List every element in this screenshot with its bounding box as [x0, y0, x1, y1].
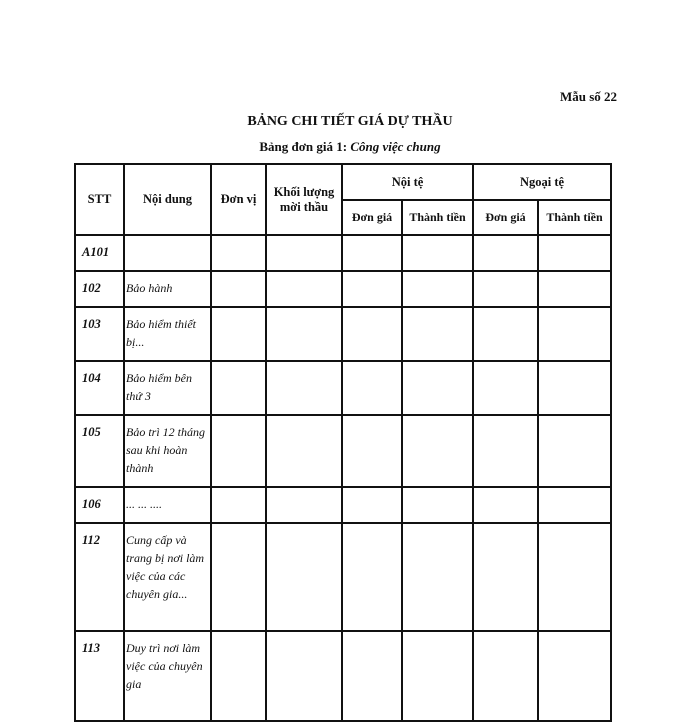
form-number: Mẫu số 22	[559, 89, 617, 104]
row-local-unit-price	[342, 631, 402, 721]
row-local-unit-price	[342, 307, 402, 361]
table-body	[75, 235, 611, 721]
row-foreign-amount	[538, 361, 611, 415]
row-stt: 112	[75, 523, 124, 631]
row-foreign-amount	[538, 487, 611, 523]
row-stt: 102	[75, 271, 124, 307]
row-quantity	[266, 523, 342, 631]
row-local-amount	[402, 307, 473, 361]
row-stt: 105	[75, 415, 124, 487]
row-local-amount	[402, 487, 473, 523]
row-content: ... ... ....	[124, 487, 211, 523]
row-foreign-unit-price	[473, 523, 538, 631]
row-local-amount	[402, 415, 473, 487]
row-quantity	[266, 487, 342, 523]
row-foreign-unit-price	[473, 271, 538, 307]
row-foreign-unit-price	[473, 631, 538, 721]
row-foreign-amount	[538, 307, 611, 361]
row-unit	[211, 307, 266, 361]
row-quantity	[266, 361, 342, 415]
row-foreign-amount	[538, 631, 611, 721]
subtitle-italic: Công việc chung	[350, 139, 441, 154]
header-content: Nội dung	[124, 164, 211, 235]
header-quantity: Khối lượng mời thầu	[266, 164, 342, 235]
header-stt: STT	[75, 164, 124, 235]
row-content: Cung cấp và trang bị nơi làm việc của các chuyên gia...	[124, 523, 211, 631]
row-local-unit-price	[342, 361, 402, 415]
row-content: Duy trì nơi làm việc của chuyên gia	[124, 631, 211, 721]
row-content: Bảo trì 12 tháng sau khi hoàn thành	[124, 415, 211, 487]
table-subtitle	[0, 139, 700, 155]
header-foreign-unit-price: Đơn giá	[473, 200, 538, 235]
table-row	[75, 271, 611, 307]
row-unit	[211, 361, 266, 415]
row-foreign-unit-price	[473, 235, 538, 271]
row-foreign-amount	[538, 271, 611, 307]
header-local-amount: Thành tiền	[402, 200, 473, 235]
row-local-unit-price	[342, 415, 402, 487]
table-row	[75, 307, 611, 361]
row-local-unit-price	[342, 487, 402, 523]
subtitle-prefix: Bảng đơn giá 1:	[259, 139, 351, 154]
row-unit	[211, 487, 266, 523]
header-row-1	[75, 164, 611, 200]
row-local-unit-price	[342, 235, 402, 271]
row-unit	[211, 415, 266, 487]
row-stt: 113	[75, 631, 124, 721]
row-foreign-amount	[538, 235, 611, 271]
row-local-unit-price	[342, 271, 402, 307]
row-stt: 103	[75, 307, 124, 361]
row-content: Bảo hiểm thiết bị...	[124, 307, 211, 361]
row-foreign-amount	[538, 415, 611, 487]
table-row	[75, 487, 611, 523]
row-quantity	[266, 235, 342, 271]
table-row	[75, 235, 611, 271]
row-foreign-unit-price	[473, 361, 538, 415]
row-local-unit-price	[342, 523, 402, 631]
row-content: Bảo hành	[124, 271, 211, 307]
row-stt: 106	[75, 487, 124, 523]
row-stt: 104	[75, 361, 124, 415]
row-local-amount	[402, 271, 473, 307]
row-local-amount	[402, 361, 473, 415]
row-quantity	[266, 631, 342, 721]
row-foreign-unit-price	[473, 415, 538, 487]
row-foreign-unit-price	[473, 307, 538, 361]
row-content: Bảo hiểm bên thứ 3	[124, 361, 211, 415]
row-local-amount	[402, 523, 473, 631]
row-quantity	[266, 271, 342, 307]
row-unit	[211, 271, 266, 307]
table-row	[75, 523, 611, 631]
row-quantity	[266, 307, 342, 361]
header-unit: Đơn vị	[211, 164, 266, 235]
header-foreign-currency: Ngoại tệ	[473, 164, 611, 200]
row-unit	[211, 523, 266, 631]
row-unit	[211, 631, 266, 721]
row-stt: A101	[75, 235, 124, 271]
row-content	[124, 235, 211, 271]
row-quantity	[266, 415, 342, 487]
row-foreign-amount	[538, 523, 611, 631]
header-local-unit-price: Đơn giá	[342, 200, 402, 235]
document-title: BẢNG CHI TIẾT GIÁ DỰ THẦU	[247, 114, 453, 129]
header-foreign-amount: Thành tiền	[538, 200, 611, 235]
header-local-currency: Nội tệ	[342, 164, 473, 200]
row-local-amount	[402, 631, 473, 721]
table-row	[75, 631, 611, 721]
row-unit	[211, 235, 266, 271]
bid-price-table	[74, 163, 612, 722]
row-foreign-unit-price	[473, 487, 538, 523]
table-row	[75, 415, 611, 487]
table-row	[75, 361, 611, 415]
row-local-amount	[402, 235, 473, 271]
